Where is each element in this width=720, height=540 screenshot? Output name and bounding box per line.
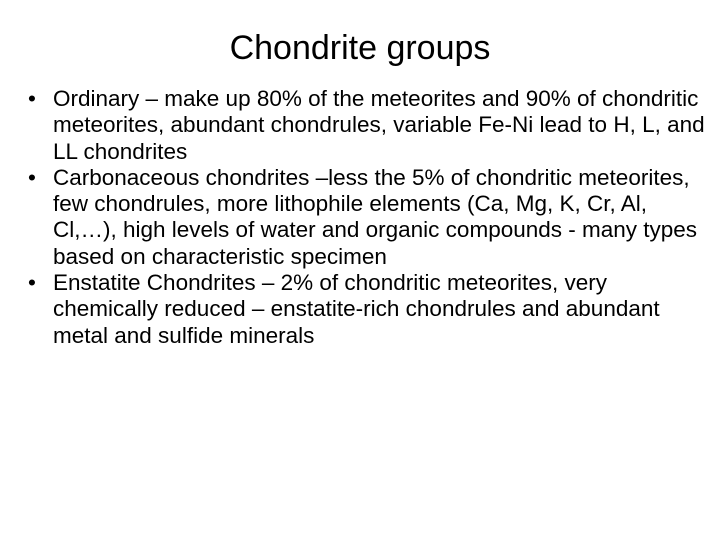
bullet-item-carbonaceous <box>28 165 708 270</box>
bullet-text: Enstatite Chondrites – 2% of chondritic meteorites, very chemically reduced – enstatite-rich chondrules and abundant metal and sulfide minerals <box>53 270 660 348</box>
bullet-item-enstatite <box>28 270 708 349</box>
bullet-dot-icon: • <box>28 164 36 190</box>
bullet-dot-icon: • <box>28 86 36 111</box>
bullet-dot-icon: • <box>28 270 36 296</box>
bullet-list <box>28 86 708 349</box>
bullet-item-ordinary <box>28 86 708 165</box>
slide-title: Chondrite groups <box>229 29 491 67</box>
bullet-text: Carbonaceous chondrites –less the 5% of chondritic meteorites, few chondrules, more lithophile elements (Ca, Mg, K, Cr, Al, Cl,…), high levels of water and organic compounds - many types based on characteristic specimen <box>53 164 698 269</box>
bullet-text: Ordinary – make up 80% of the meteorites and 90% of chondritic meteorites, abundant chondrules, variable Fe-Ni lead to H, L, and LL chondrites <box>53 86 705 164</box>
